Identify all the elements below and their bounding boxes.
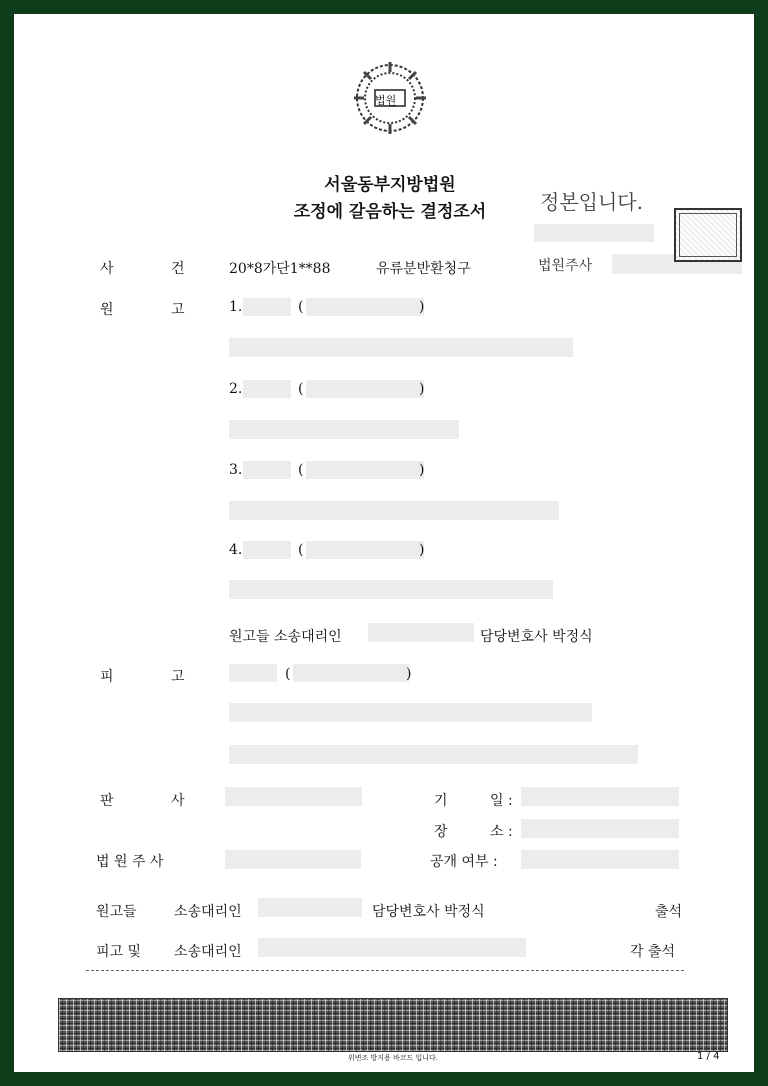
court-seal-stamp	[674, 208, 742, 262]
paren-close: )	[419, 299, 425, 315]
seal-inner	[679, 213, 737, 257]
redacted-block	[368, 623, 474, 642]
redacted-block	[258, 938, 526, 957]
certified-copy-stamp: 정본입니다.	[540, 190, 643, 214]
redacted-block	[225, 787, 362, 806]
redacted-block	[225, 850, 361, 869]
emblem-label: 법원	[375, 94, 397, 107]
redacted-block	[258, 898, 362, 917]
attendance-attorney: 담당변호사 박정식	[372, 904, 485, 920]
redacted-block	[229, 580, 553, 599]
defendant-label	[100, 666, 114, 686]
place-label-2: 소 :	[490, 824, 513, 840]
redacted-block	[229, 745, 638, 764]
paren-open: (	[285, 666, 291, 682]
judge-label-char: 사	[171, 793, 185, 809]
clerk-session-label: 법 원 주 사	[96, 854, 164, 870]
plaintiff-number: 4.	[229, 542, 243, 558]
redacted-block	[521, 850, 679, 869]
plaintiff-label	[100, 299, 114, 319]
paren-close: )	[419, 542, 425, 558]
redacted-block	[229, 338, 573, 357]
redacted-block	[229, 501, 559, 520]
redacted-block	[229, 420, 459, 439]
barcode-caption: 위변조 방지용 바코드 입니다.	[348, 1054, 439, 1062]
plaintiff-number: 1.	[229, 299, 243, 315]
page-number: 1 / 4	[697, 1051, 720, 1062]
document-page	[14, 14, 754, 1072]
plaintiff-label-char: 원	[100, 302, 114, 318]
paren-open: (	[298, 542, 304, 558]
court-name: 서울동부지방법원	[324, 175, 456, 195]
judge-label	[100, 790, 114, 810]
paren-close: )	[419, 381, 425, 397]
attendance-agent-label: 소송대리인	[174, 904, 242, 920]
redacted-block	[243, 380, 291, 398]
redacted-block	[306, 380, 424, 398]
case-label-char: 건	[171, 261, 185, 277]
defendant-label	[171, 666, 185, 686]
redacted-block	[293, 664, 412, 682]
redacted-block	[306, 541, 424, 559]
defendant-label-char: 고	[171, 669, 185, 685]
divider	[86, 970, 684, 971]
case-name: 유류분반환청구	[376, 261, 471, 277]
redacted-block	[229, 703, 592, 722]
plaintiff-label	[171, 299, 185, 319]
redacted-block	[243, 298, 291, 316]
public-label: 공개 여부 :	[430, 854, 498, 870]
attendance-plaintiffs: 원고들	[96, 904, 137, 920]
place-label: 장	[434, 824, 448, 840]
case-label-char: 사	[100, 261, 114, 277]
case-label	[100, 258, 114, 278]
plaintiff-number: 2.	[229, 381, 243, 397]
redacted-block	[306, 461, 424, 479]
redacted-block	[534, 224, 654, 242]
plaintiff-label-char: 고	[171, 302, 185, 318]
date-label: 기	[434, 793, 448, 809]
redacted-block	[243, 541, 291, 559]
redacted-block	[521, 787, 679, 806]
paren-open: (	[298, 381, 304, 397]
document-title: 조정에 갈음하는 결정조서	[293, 202, 487, 222]
judge-label-char: 판	[100, 793, 114, 809]
plaintiffs-agent-label: 원고들 소송대리인	[229, 629, 342, 645]
paren-open: (	[298, 462, 304, 478]
attendance-status: 출석	[655, 904, 683, 920]
redacted-block	[229, 664, 277, 682]
paren-close: )	[406, 666, 412, 682]
case-label	[171, 258, 185, 278]
attendance-agent-label: 소송대리인	[174, 944, 242, 960]
redacted-block	[243, 461, 291, 479]
attendance-defendant: 피고 및	[96, 944, 142, 960]
redacted-block	[306, 298, 424, 316]
anti-forgery-barcode	[58, 998, 728, 1052]
case-number: 20*8가단1**88	[229, 261, 331, 277]
plaintiff-number: 3.	[229, 462, 243, 478]
paren-open: (	[298, 299, 304, 315]
redacted-block	[521, 819, 679, 838]
judge-label	[171, 790, 185, 810]
paren-close: )	[419, 462, 425, 478]
plaintiffs-attorney: 담당변호사 박정식	[480, 629, 593, 645]
attendance-status: 각 출석	[630, 944, 676, 960]
clerk-label: 법원주사	[538, 258, 593, 274]
defendant-label-char: 피	[100, 669, 114, 685]
date-label-2: 일 :	[490, 793, 513, 809]
